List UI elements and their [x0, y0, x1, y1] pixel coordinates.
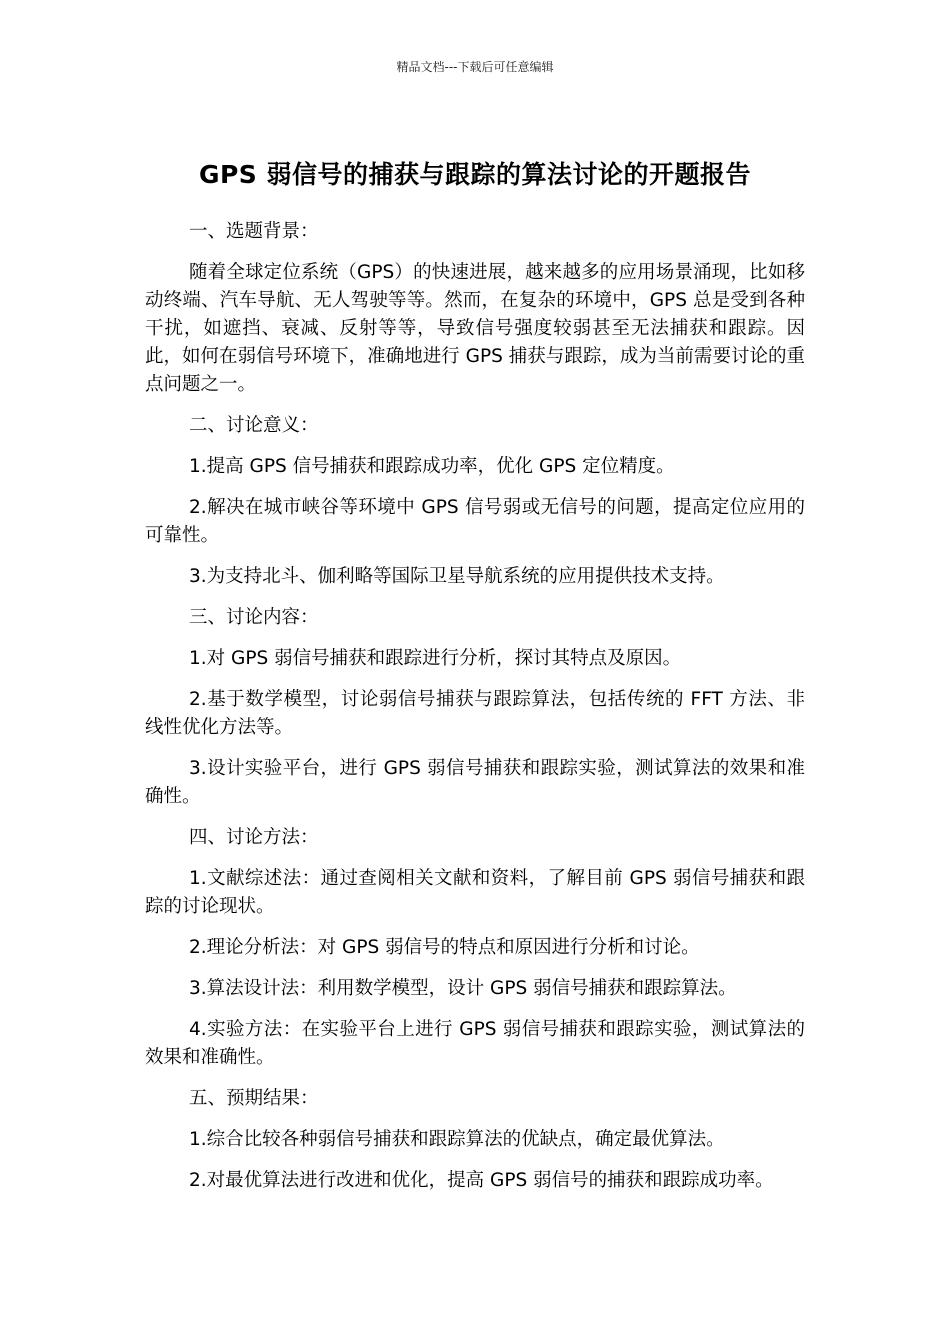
header-note: 精品文档---下载后可任意编辑	[396, 60, 554, 74]
methods-item-4: 4.实验方法：在实验平台上进行 GPS 弱信号捕获和跟踪实验，测试算法的效果和准确性。	[145, 1019, 805, 1068]
document-body	[145, 218, 805, 1208]
content-item-3: 3.设计实验平台，进行 GPS 弱信号捕获和跟踪实验，测试算法的效果和准确性。	[145, 758, 805, 807]
section-heading-content: 三、讨论内容：	[189, 607, 319, 628]
methods-item-1: 1.文献综述法：通过查阅相关文献和资料，了解目前 GPS 弱信号捕获和跟踪的讨论现状。	[145, 868, 805, 917]
results-item-2: 2.对最优算法进行改进和优化，提高 GPS 弱信号的捕获和跟踪成功率。	[189, 1170, 774, 1191]
results-item-1: 1.综合比较各种弱信号捕获和跟踪算法的优缺点，确定最优算法。	[189, 1129, 725, 1150]
significance-item-1: 1.提高 GPS 信号捕获和跟踪成功率，优化 GPS 定位精度。	[189, 456, 675, 477]
section-heading-methods: 四、讨论方法：	[189, 827, 319, 848]
section-heading-expected-results: 五、预期结果：	[189, 1088, 319, 1109]
methods-item-3: 3.算法设计法：利用数学模型，设计 GPS 弱信号捕获和跟踪算法。	[189, 978, 737, 999]
page-title: GPS 弱信号的捕获与跟踪的算法讨论的开题报告	[198, 159, 752, 189]
section-heading-significance: 二、讨论意义：	[189, 415, 319, 436]
section-heading-background: 一、选题背景：	[189, 221, 319, 242]
methods-item-2: 2.理论分析法：对 GPS 弱信号的特点和原因进行分析和讨论。	[189, 937, 700, 958]
content-item-2: 2.基于数学模型，讨论弱信号捕获与跟踪算法，包括传统的 FFT 方法、非线性优化方法等。	[145, 689, 805, 738]
paragraph-background: 随着全球定位系统（GPS）的快速进展，越来越多的应用场景涌现，比如移动终端、汽车导航、无人驾驶等等。然而，在复杂的环境中，GPS 总是受到各种干扰，如遮挡、衰减、反射等等，导致信号强度较弱甚至无法捕获和跟踪。因此，如何在弱信号环境下，准确地进行 GPS 捕获与跟踪，成为当前需要讨论的重点问题之一。	[145, 262, 805, 395]
significance-item-3: 3.为支持北斗、伽利略等国际卫星导航系统的应用提供技术支持。	[189, 566, 725, 587]
significance-item-2: 2.解决在城市峡谷等环境中 GPS 信号弱或无信号的问题，提高定位应用的可靠性。	[145, 497, 805, 546]
content-item-1: 1.对 GPS 弱信号捕获和跟踪进行分析，探讨其特点及原因。	[189, 648, 682, 669]
